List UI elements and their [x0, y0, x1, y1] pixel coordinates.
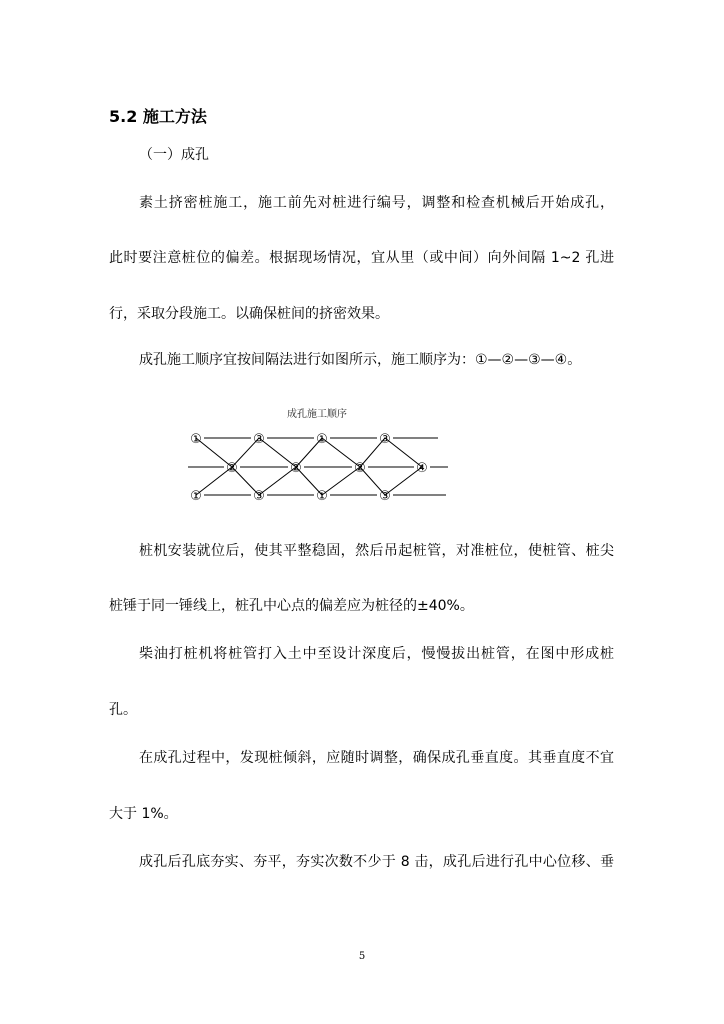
pile-marker-bottom: ③ — [379, 489, 391, 504]
paragraph-line: 此时要注意桩位的偏差。根据现场情况，宜从里（或中间）向外间隔 1~2 孔进 — [109, 250, 614, 266]
pile-marker-bottom: ③ — [253, 489, 265, 504]
paragraph-line: 成孔施工顺序宜按间隔法进行如图所示，施工顺序为：①—②—③—④。 — [139, 352, 582, 368]
paragraph-line: 成孔后孔底夯实、夯平，夯实次数不少于 8 击，成孔后进行孔中心位移、垂 — [139, 854, 614, 870]
pile-marker-middle: ② — [290, 461, 302, 476]
page-number: 5 — [358, 951, 366, 962]
paragraph-line: 大于 1%。 — [109, 806, 178, 822]
figure-title: 成孔施工顺序 — [287, 409, 347, 420]
pile-marker-top: ① — [316, 432, 328, 447]
paragraph-line: 柴油打桩机将桩管打入土中至设计深度后，慢慢拔出桩管，在图中形成桩 — [139, 646, 614, 662]
subheading: （一）成孔 — [139, 147, 209, 163]
pile-marker-bottom: ① — [190, 489, 202, 504]
construction-sequence-diagram — [180, 425, 460, 510]
paragraph-line: 在成孔过程中，发现桩倾斜，应随时调整，确保成孔垂直度。其垂直度不宜 — [139, 750, 614, 766]
paragraph-line: 行，采取分段施工。以确保桩间的挤密效果。 — [109, 306, 389, 322]
pile-marker-top: ③ — [379, 432, 391, 447]
pile-marker-middle: ④ — [416, 461, 428, 476]
pile-marker-top: ① — [190, 432, 202, 447]
pile-marker-bottom: ① — [316, 489, 328, 504]
paragraph-line: 孔。 — [109, 702, 137, 718]
section-heading: 5.2 施工方法 — [109, 107, 207, 126]
paragraph-line: 素土挤密桩施工，施工前先对桩进行编号，调整和检查机械后开始成孔， — [139, 195, 614, 211]
pile-marker-middle: ② — [226, 461, 238, 476]
pile-marker-middle: ② — [354, 461, 366, 476]
pile-marker-top: ③ — [253, 432, 265, 447]
paragraph-line: 桩机安装就位后，使其平整稳固，然后吊起桩管，对准桩位，使桩管、桩尖 — [139, 543, 614, 559]
paragraph-line: 桩锤于同一锤线上，桩孔中心点的偏差应为桩径的±40%。 — [109, 598, 474, 614]
